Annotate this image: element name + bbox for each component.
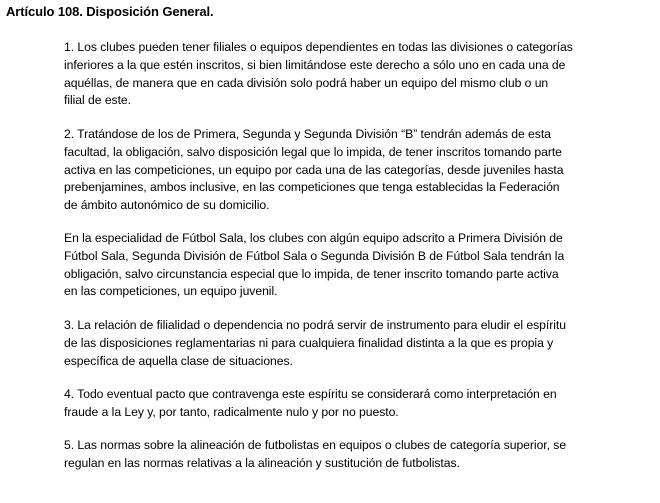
paragraph-line: obligación, salvo circunstancia especial que lo impida, de tener inscrito tomando parte activa: [64, 266, 559, 281]
paragraph-line: facultad, la obligación, salvo disposición legal que lo impida, de tener inscritos tomando parte: [64, 144, 562, 159]
paragraph-line: En la especialidad de Fútbol Sala, los clubes con algún equipo adscrito a Primera División de: [64, 231, 563, 245]
paragraph-4: [64, 386, 624, 422]
paragraph-line: 1. Los clubes pueden tener filiales o equipos dependientes en todas las divisiones o categorías: [64, 40, 573, 54]
article-title: Artículo 108. Disposición General.: [6, 4, 214, 19]
paragraph-line: de las disposiciones reglamentarias ni para cualquiera finalidad distinta a la que es propia y: [64, 335, 554, 350]
paragraph-line: 2. Tratándose de los de Primera, Segunda y Segunda División “B” tendrán además de esta: [64, 127, 551, 141]
paragraph-line: fraude a la Ley y, por tanto, radicalmente nulo y por no puesto.: [64, 404, 399, 419]
paragraph-line: 4. Todo eventual pacto que contravenga este espíritu se considerará como interpretación en: [64, 387, 557, 401]
paragraph-line: en las competiciones, un equipo juvenil.: [64, 284, 278, 299]
paragraph-line: filial de este.: [64, 93, 131, 108]
paragraph-3: [64, 317, 624, 370]
paragraph-line: inferiores a la que estén inscritos, si bien limitándose este derecho a sólo uno en cada una de: [64, 57, 566, 72]
paragraph-line: prebenjamines, ambos inclusive, en las competiciones que tenga establecidas la Federación: [64, 180, 560, 195]
paragraph-line: Fútbol Sala, Segunda División de Fútbol Sala o Segunda División B de Fútbol Sala tendrán la: [64, 248, 565, 263]
paragraph-line: aquéllas, de manera que en cada división solo podrá haber un equipo del mismo club o un: [64, 75, 549, 90]
paragraph-2: [64, 126, 624, 215]
paragraph-line: regulan en las normas relativas a la alineación y sustitución de futbolistas.: [64, 455, 460, 470]
paragraph-1: [64, 39, 624, 110]
paragraph-5: [64, 437, 624, 473]
paragraph-line: activa en las competiciones, un equipo por cada una de las categorías, desde juveniles hasta: [64, 162, 564, 177]
paragraph-line: específica de aquella clase de situaciones.: [64, 353, 293, 368]
paragraph-line: de ámbito autonómico de su domicilio.: [64, 198, 270, 213]
paragraph-line: 5. Las normas sobre la alineación de futbolistas en equipos o clubes de categoría superior, se: [64, 438, 567, 452]
paragraph-line: 3. La relación de filialidad o dependencia no podrá servir de instrumento para eludir el espíritu: [64, 318, 566, 332]
paragraph-futsal: [64, 230, 624, 301]
